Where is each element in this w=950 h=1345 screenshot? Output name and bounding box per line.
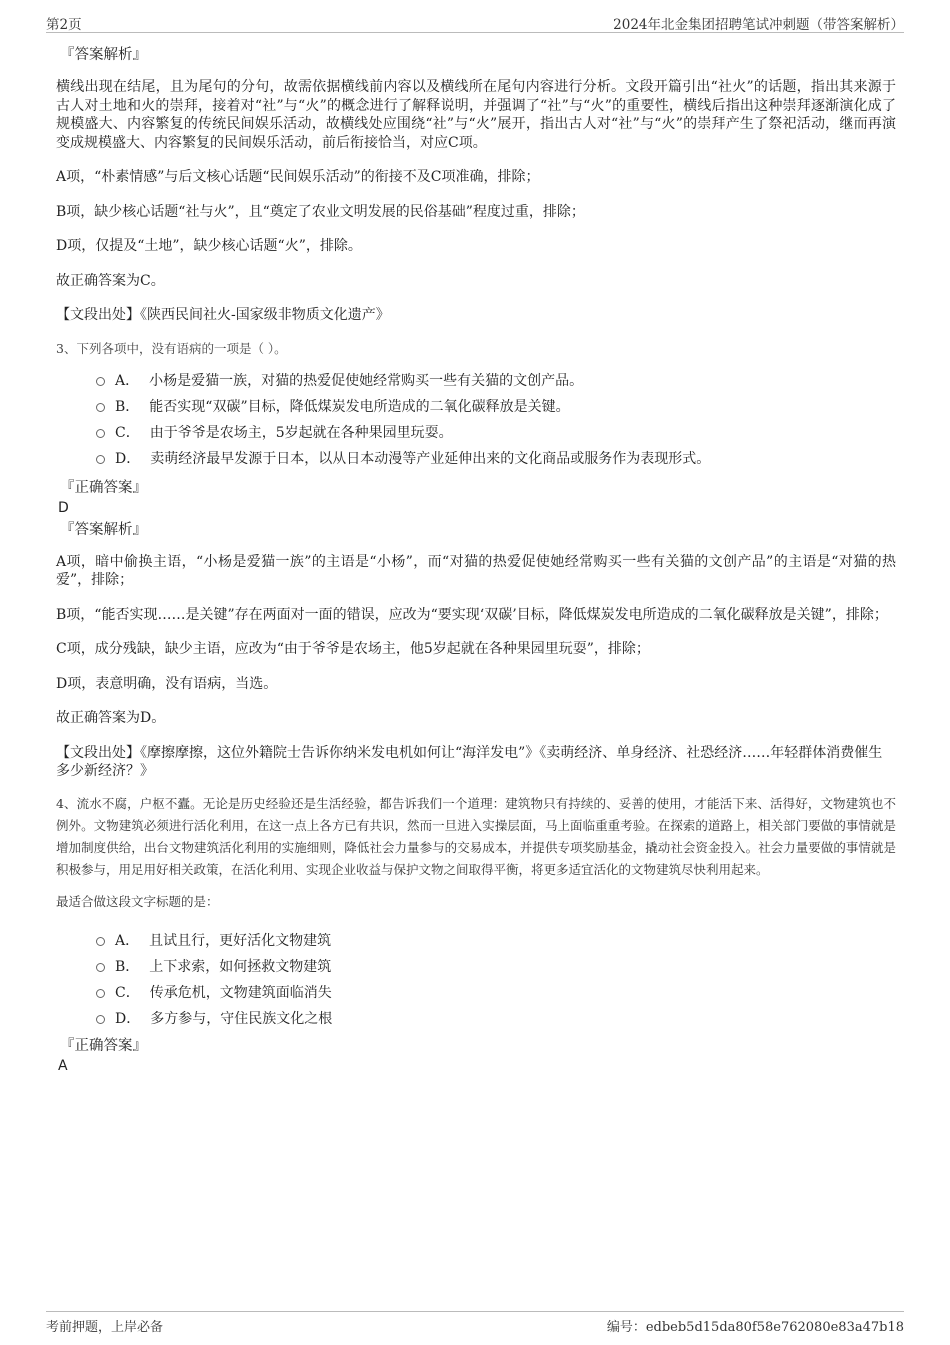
option-list xyxy=(96,367,896,471)
option-text: 能否实现“双碳”目标，降低煤炭发电所造成的二氧化碳释放是关键。 xyxy=(149,398,570,415)
analysis-text: 横线出现在结尾，且为尾句的分句，故需依据横线前内容以及横线所在尾句内容进行分析。文段开篇引出“社火”的话题，指出其来源于古人对土地和火的崇拜，接着对“社”与“火”的概念进行了解释说明，并强调了“社”与“火”的重要性，横线后指出这种崇拜逐渐演化成了规模盛大、内容繁复的传统民间娱乐活动，故横线处应围绕“社”与“火”展开，指出古人对“社”与“火”的崇拜产生了祭祀活动，继而再演变成规模盛大、内容繁复的民间娱乐活动，前后衔接恰当，对应C项。 xyxy=(56,79,896,151)
option-letter: D． xyxy=(115,1010,141,1027)
radio-icon[interactable] xyxy=(96,963,105,972)
option-text: 多方参与，守住民族文化之根 xyxy=(150,1010,333,1027)
radio-icon[interactable] xyxy=(96,377,105,386)
radio-icon[interactable] xyxy=(96,455,105,464)
passage-source: 【文段出处】《摩擦摩擦，这位外籍院士告诉你纳米发电机如何让“海洋发电”》《卖萌经济、单身经济、社恐经济……年轻群体消费催生多少新经济？》 xyxy=(56,744,883,779)
correct-answer-label: 『正确答案』 xyxy=(60,479,147,496)
radio-icon[interactable] xyxy=(96,937,105,946)
option-d[interactable] xyxy=(96,1005,896,1031)
analysis-point-a: A项，暗中偷换主语，“小杨是爱猫一族”的主语是“小杨”，而“对猫的热爱促使她经常购买一些有关猫的文创产品”的主语是“对猫的热爱”，排除； xyxy=(56,553,896,588)
option-c[interactable] xyxy=(96,419,896,445)
page-footer xyxy=(46,1311,904,1334)
option-letter: A． xyxy=(115,372,140,389)
option-text: 传承危机，文物建筑面临消失 xyxy=(149,984,332,1001)
option-text: 且试且行，更好活化文物建筑 xyxy=(149,932,332,949)
option-letter: A． xyxy=(115,932,140,949)
question-prompt: 最适合做这段文字标题的是： xyxy=(56,893,219,909)
option-letter: C． xyxy=(115,424,140,441)
option-list xyxy=(96,927,896,1031)
option-text: 小杨是爱猫一族，对猫的热爱促使她经常购买一些有关猫的文创产品。 xyxy=(149,372,584,389)
page-number: 第2页 xyxy=(46,17,82,33)
page-content xyxy=(56,44,896,1075)
analysis-conclusion: 故正确答案为C。 xyxy=(56,272,165,289)
question-stem: 3、下列各项中，没有语病的一项是（ ）。 xyxy=(56,340,287,356)
option-a[interactable] xyxy=(96,367,896,393)
option-d[interactable] xyxy=(96,445,896,471)
radio-icon[interactable] xyxy=(96,429,105,438)
document-title: 2024年北金集团招聘笔试冲刺题（带答案解析） xyxy=(613,17,904,33)
analysis-point-b: B项，“能否实现……是关键”存在两面对一面的错误，应改为“要实现‘双碳’目标，降低煤炭发电所造成的二氧化碳释放是关键”，排除； xyxy=(56,606,888,623)
correct-answer: A xyxy=(58,1057,68,1074)
radio-icon[interactable] xyxy=(96,989,105,998)
radio-icon[interactable] xyxy=(96,403,105,412)
option-letter: B． xyxy=(115,398,140,415)
question-passage: 4、流水不腐，户枢不蠹。无论是历史经验还是生活经验，都告诉我们一个道理：建筑物只有持续的、妥善的使用，才能活下来、活得好，文物建筑也不例外。文物建筑必须进行活化利用，在这一点上各方已有共识，然而一旦进入实操层面，马上面临重重考验。在探索的道路上，相关部门要做的事情就是增加制度供给，出台文物建筑活化利用的实施细则，降低社会力量参与的交易成本，并提供专项奖励基金，撬动社会资金投入。社会力量要做的事情就是积极参与，用足用好相关政策，在活化利用、实现企业收益与保护文物之间取得平衡，将更多适宜活化的文物建筑尽快利用起来。 xyxy=(56,795,896,877)
page-header xyxy=(46,12,904,33)
analysis-point-d: D项，仅提及“土地”，缺少核心话题“火”，排除。 xyxy=(56,238,362,254)
analysis-label: 『答案解析』 xyxy=(60,521,147,538)
passage-source: 【文段出处】《陕西民间社火-国家级非物质文化遗产》 xyxy=(56,307,390,323)
option-b[interactable] xyxy=(96,953,896,979)
option-letter: D． xyxy=(115,450,141,467)
analysis-point-b: B项，缺少核心话题“社与火”，且“奠定了农业文明发展的民俗基础”程度过重，排除； xyxy=(56,203,585,220)
option-text: 上下求索，如何拯救文物建筑 xyxy=(149,958,332,975)
document-code: 编号：edbeb5d15da80f58e762080e83a47b18 xyxy=(606,1320,904,1335)
option-c[interactable] xyxy=(96,979,896,1005)
option-letter: C． xyxy=(115,984,140,1001)
analysis-point-d: D项，表意明确，没有语病，当选。 xyxy=(56,675,278,692)
radio-icon[interactable] xyxy=(96,1015,105,1024)
analysis-point-c: C项，成分残缺，缺少主语，应改为“由于爷爷是农场主，他5岁起就在各种果园里玩耍”，排除； xyxy=(56,641,650,657)
option-text: 由于爷爷是农场主，5岁起就在各种果园里玩耍。 xyxy=(149,424,453,441)
option-text: 卖萌经济最早发源于日本，以从日本动漫等产业延伸出来的文化商品或服务作为表现形式。 xyxy=(150,450,711,467)
correct-answer: D xyxy=(58,499,69,516)
analysis-conclusion: 故正确答案为D。 xyxy=(56,710,166,726)
option-b[interactable] xyxy=(96,393,896,419)
correct-answer-label: 『正确答案』 xyxy=(60,1037,147,1054)
option-letter: B． xyxy=(115,958,140,975)
option-a[interactable] xyxy=(96,927,896,953)
analysis-point-a: A项，“朴素情感”与后文核心话题“民间娱乐活动”的衔接不及C项准确，排除； xyxy=(56,169,540,185)
footer-slogan: 考前押题，上岸必备 xyxy=(46,1320,164,1335)
analysis-label: 『答案解析』 xyxy=(60,47,147,63)
